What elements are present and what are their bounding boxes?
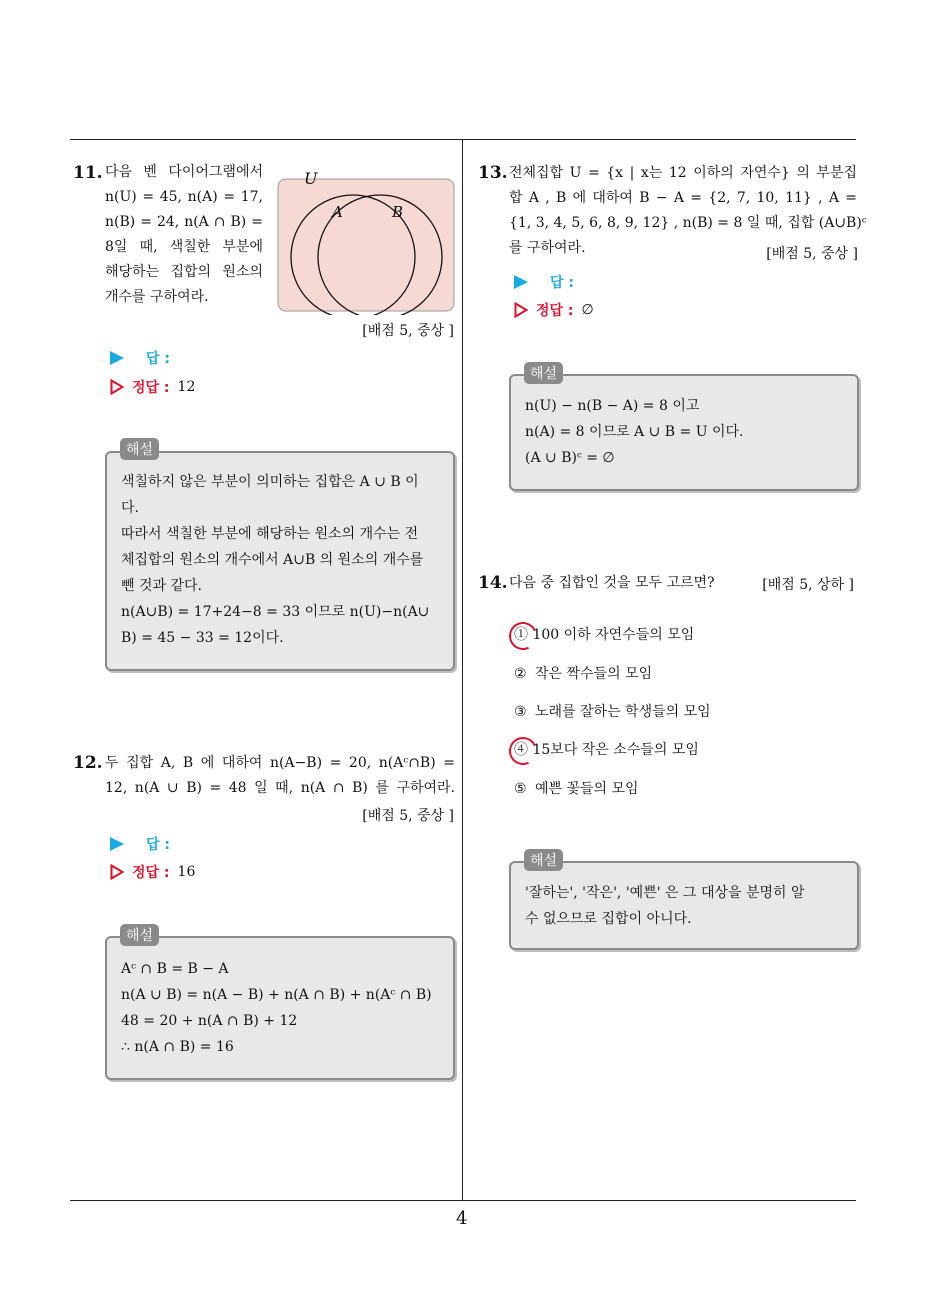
solution-line: 뺀 것과 같다. [121,578,202,594]
q13-correct-label: 정답 : [536,303,574,319]
q12-solution-tab: 해설 [120,924,159,946]
solution-line: n(A) = 8 이므로 A ∪ B = U 이다. [525,424,744,440]
correct-arrow-icon [110,864,124,880]
q11-line: 다음 벤 다이어그램에서 [105,164,263,180]
solution-line: Aᶜ ∩ B = B − A [121,961,229,977]
q11-solution-box [105,451,455,671]
q13-answer-label: 답 : [550,275,574,291]
q11-score: [배점 5, 중상 ] [362,323,454,339]
q14-choice-4[interactable] [514,739,699,759]
q13-correct-row [514,300,594,320]
q12-correct-row [110,862,195,882]
q14-solution-tab: 해설 [524,849,563,871]
q14-choice-5[interactable] [514,778,639,798]
q12-answer-row [110,834,170,854]
q13-solution-box [509,374,859,491]
choice-mark: ③ [514,704,527,720]
solution-line: 색칠하지 않은 부분이 의미하는 집합은 A ∪ B 이 [121,474,419,490]
solution-line: 따라서 색칠한 부분에 해당하는 원소의 개수는 전 [121,526,419,542]
q13-score: [배점 5, 중상 ] [766,246,858,262]
q13-line: 전체집합 U = {x | x는 12 이하의 자연수} 의 부분집 [509,165,857,181]
q14-choice-3[interactable] [514,701,711,721]
solution-line: B) = 45 − 33 = 12이다. [121,630,284,646]
q11-text [105,160,263,310]
venn-label-b: B [392,203,404,221]
q11-line: n(B) = 24, n(A ∩ B) = [105,214,263,230]
solution-line: (A ∪ B)ᶜ = ∅ [525,450,615,466]
q12-solution-body [121,956,441,1060]
venn-label-u: U [304,169,318,188]
solution-line: 48 = 20 + n(A ∩ B) + 12 [121,1013,298,1029]
choice-mark: ① [514,627,528,643]
q12-line: 두 집합 A, B 에 대하여 n(A−B) = 20, n(Aᶜ∩B) = [105,755,455,771]
solution-line: n(U) − n(B − A) = 8 이고 [525,398,700,414]
bottom-rule [70,1200,856,1201]
q14-choice-2[interactable] [514,663,652,683]
q13-solution-body [525,393,845,471]
q12-answer-label: 답 : [146,837,170,853]
q12-number: 12. [73,753,103,773]
choice-text: 100 이하 자연수들의 모임 [532,627,695,643]
q11-solution-tab: 해설 [120,438,159,460]
q11-answer-label: 답 : [146,351,170,367]
answer-arrow-icon [514,275,528,289]
venn-diagram [276,165,458,315]
choice-text: 노래를 잘하는 학생들의 모임 [535,704,711,720]
column-divider [462,140,463,1200]
choice-mark: ④ [514,742,528,758]
q13-correct-value: ∅ [581,302,594,318]
q12-line: 12, n(A ∪ B) = 48 일 때, n(A ∩ B) 를 구하여라. [105,780,455,796]
choice-text: 예쁜 꽃들의 모임 [535,781,639,797]
solution-line: n(A ∪ B) = n(A − B) + n(A ∩ B) + n(Aᶜ ∩ B) [121,987,432,1003]
q12-solution-box [105,936,455,1080]
q13-answer-row [514,272,574,292]
answer-arrow-icon [110,837,124,851]
top-rule [70,139,856,140]
q11-answer-row [110,348,170,368]
q11-line: 8일 때, 색칠한 부분에 [105,239,263,255]
q11-correct-value: 12 [177,379,196,395]
solution-line: 체집합의 원소의 개수에서 A∪B 의 원소의 개수를 [121,552,424,568]
q14-solution-box [509,861,859,950]
correct-arrow-icon [514,302,528,318]
solution-line: '잘하는', '작은', '예쁜' 은 그 대상을 분명히 알 [525,885,805,901]
q11-line: n(U) = 45, n(A) = 17, [105,189,263,205]
venn-label-a: A [332,203,343,221]
q12-text [105,751,455,801]
choice-mark: ② [514,666,527,682]
q11-line: 개수를 구하여라. [105,289,209,305]
q13-line: {1, 3, 4, 5, 6, 8, 9, 12} , n(B) = 8 일 때, 집합 (A∪B)ᶜ [509,215,867,231]
solution-line: ∴ n(A ∩ B) = 16 [121,1039,234,1055]
answer-arrow-icon [110,351,124,365]
page-number: 4 [456,1208,468,1229]
q14-score: [배점 5, 상하 ] [762,577,854,593]
q14-choice-1[interactable] [514,624,694,644]
q12-score: [배점 5, 중상 ] [362,808,454,824]
q13-solution-tab: 해설 [524,362,563,384]
q11-number: 11. [73,163,103,183]
q11-correct-row [110,377,195,397]
solution-line: 다. [121,500,139,516]
q12-correct-label: 정답 : [132,865,170,881]
q13-line: 를 구하여라. [509,240,586,256]
q11-correct-label: 정답 : [132,380,170,396]
universal-set-rect [278,179,454,311]
q12-correct-value: 16 [177,864,196,880]
q14-solution-body [525,880,845,932]
choice-text: 작은 짝수들의 모임 [535,666,653,682]
correct-arrow-icon [110,379,124,395]
q11-solution-body [121,469,441,651]
q14-text: 다음 중 집합인 것을 모두 고르면? [509,575,715,591]
choice-text: 15보다 작은 소수들의 모임 [532,742,699,758]
q13-number: 13. [478,163,508,183]
choice-mark: ⑤ [514,781,527,797]
q14-number: 14. [478,573,508,593]
solution-line: n(A∪B) = 17+24−8 = 33 이므로 n(U)−n(A∪ [121,604,430,620]
q13-line: 합 A , B 에 대하여 B − A = {2, 7, 10, 11} , A = [509,190,857,206]
solution-line: 수 없으므로 집합이 아니다. [525,911,692,927]
q11-line: 해당하는 집합의 원소의 [105,264,263,280]
